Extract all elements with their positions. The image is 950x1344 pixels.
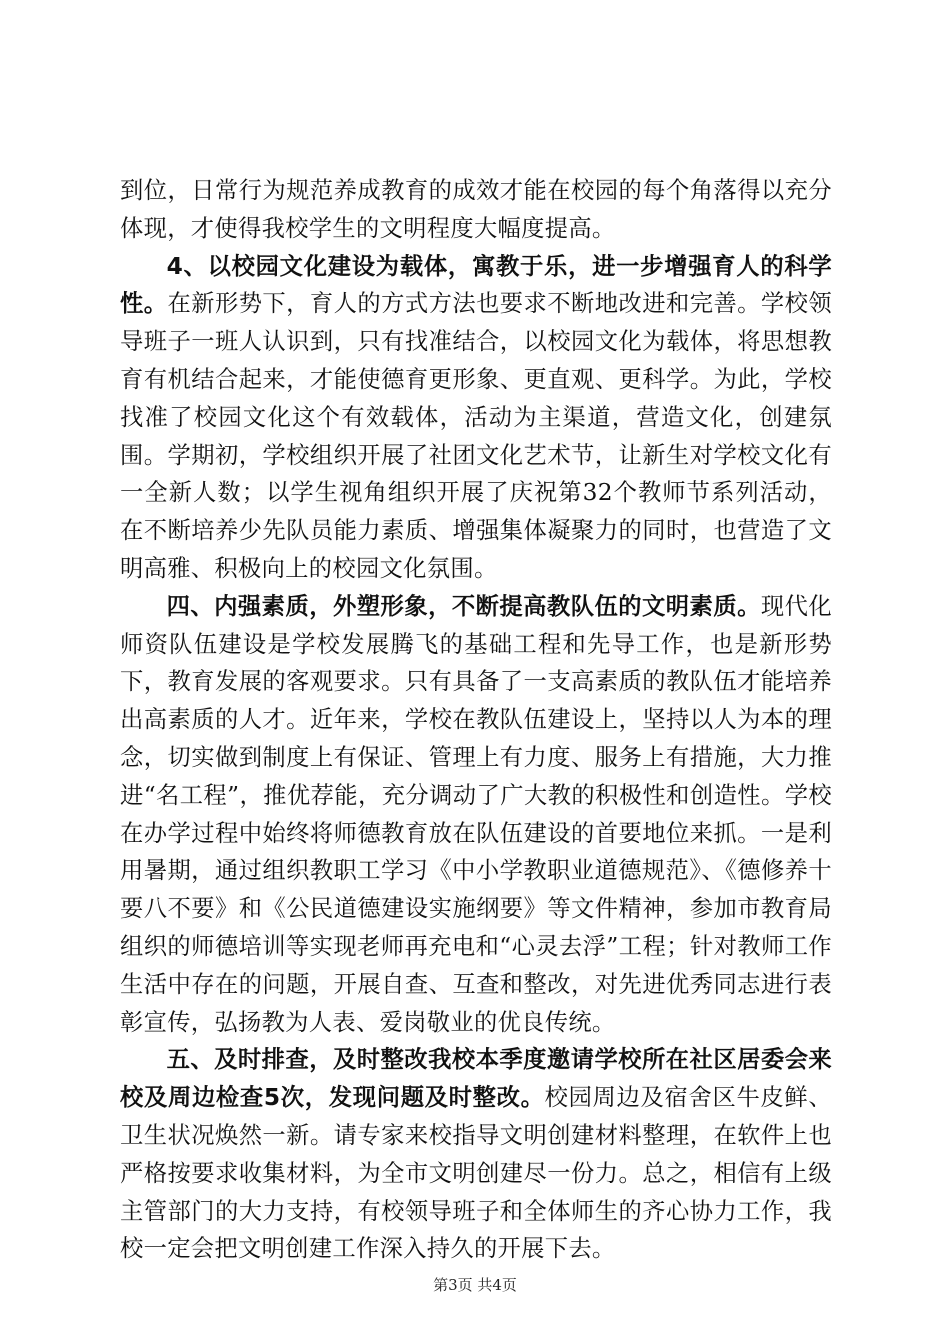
paragraph-teacher-quality [120, 588, 832, 1042]
paragraph-body: 到位，日常行为规范养成教育的成效才能在校园的每个角落得以充分体现，才使得我校学生的文明程度大幅度提高。 [120, 177, 832, 242]
paragraph-campus-culture [120, 248, 832, 588]
document-body [120, 172, 832, 1268]
page-footer [0, 1274, 950, 1295]
paragraph-continuation [120, 172, 832, 248]
section-heading: 4、以校园文化建设为载体，寓教于乐，进一步增强育人的科学性。 [120, 252, 832, 318]
section-heading: 五、及时排查，及时整改我校本季度邀请学校所在社区居委会来校及周边检查5次，发现问题及时整改。 [120, 1046, 832, 1112]
paragraph-inspection [120, 1041, 832, 1268]
paragraph-body: 现代化师资队伍建设是学校发展腾飞的基础工程和先导工作，也是新形势下，教育发展的客观要求。只有具备了一支高素质的教队伍才能培养出高素质的人才。近年来，学校在教队伍建设上，坚持以人为本的理念，切实做到制度上有保证、管理上有力度、服务上有措施，大力推进“名工程”，推优荐能，充分调动了广大教的积极性和创造性。学校在办学过程中始终将师德教育放在队伍建设的首要地位来抓。一是利用暑期，通过组织教职工学习《中小学教职业道德规范》、《德修养十要八不要》和《公民道德建设实施纲要》等文件精神，参加市教育局组织的师德培训等实现老师再充电和“心灵去浮”工程；针对教师工作生活中存在的问题，开展自查、互查和整改，对先进优秀同志进行表彰宣传，弘扬教为人表、爱岗敬业的优良传统。 [120, 592, 832, 1036]
paragraph-body: 校园周边及宿舍区牛皮鲜、卫生状况焕然一新。请专家来校指导文明创建材料整理，在软件上也严格按要求收集材料，为全市文明创建尽一份力。总之，相信有上级主管部门的大力支持，有校领导班子和全体师生的齐心协力工作，我校一定会把文明创建工作深入持久的开展下去。 [120, 1084, 832, 1263]
page-number: 第3页 共4页 [433, 1276, 517, 1294]
section-heading: 四、内强素质，外塑形象，不断提高教队伍的文明素质。 [166, 592, 761, 620]
paragraph-body: 在新形势下，育人的方式方法也要求不断地改进和完善。学校领导班子一班人认识到，只有找准结合，以校园文化为载体，将思想教育有机结合起来，才能使德育更形象、更直观、更科学。为此，学校找准了校园文化这个有效载体，活动为主渠道，营造文化，创建氛围。学期初，学校组织开展了社团文化艺术节，让新生对学校文化有一全新人数；以学生视角组织开展了庆祝第32个教师节系列活动，在不断培养少先队员能力素质、增强集体凝聚力的同时，也营造了文明高雅、积极向上的校园文化氛围。 [120, 290, 832, 582]
